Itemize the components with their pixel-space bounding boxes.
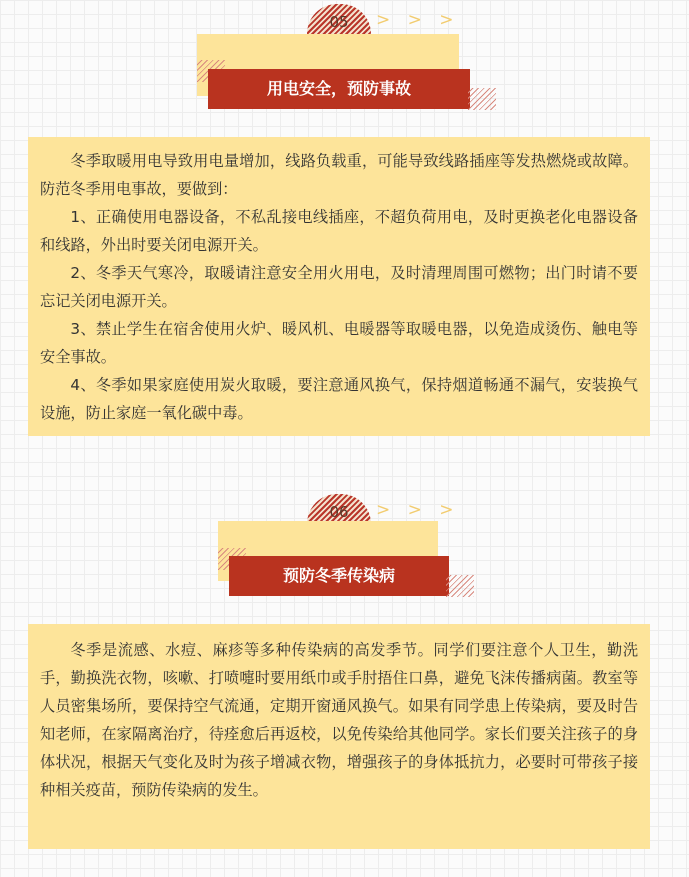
paragraph: 冬季取暖用电导致用电量增加，线路负载重，可能导致线路插座等发热燃烧或故障。防范冬季用电事故，要做到：	[40, 152, 638, 198]
paragraph: 1、正确使用电器设备，不私乱接电线插座，不超负荷用电，及时更换老化电器设备和线路，外出时要关闭电源开关。	[40, 208, 638, 254]
section-number: 05	[329, 13, 349, 31]
section-title: 用电安全，预防事故	[208, 69, 470, 109]
hatch-decoration	[446, 575, 474, 597]
paragraph: 3、禁止学生在宿舍使用火炉、暖风机、电暖器等取暖电器，以免造成烫伤、触电等安全事故。	[40, 320, 638, 366]
paragraph: 冬季是流感、水痘、麻疹等多种传染病的高发季节。同学们要注意个人卫生，勤洗手，勤换洗衣物，咳嗽、打喷嚏时要用纸巾或手肘捂住口鼻，避免飞沫传播病菌。教室等人员密集场所，要保持空气流通，定期开窗通风换气。如果有同学患上传染病，要及时告知老师，在家隔离治疗，待痊愈后再返校，以免传染给其他同学。家长们要关注孩子的身体状况，根据天气变化及时为孩子增减衣物，增强孩子的身体抵抗力，必要时可带孩子接种相关疫苗，预防传染病的发生。	[40, 641, 638, 799]
chevron-right-icon: > > >	[376, 10, 460, 30]
paragraph: 2、冬季天气寒冷，取暖请注意安全用火用电，及时清理周围可燃物；出门时请不要忘记关闭电源开关。	[40, 264, 638, 310]
section-title: 预防冬季传染病	[229, 556, 449, 596]
section-number-badge	[307, 494, 371, 524]
section-number: 06	[329, 503, 349, 521]
chevron-right-icon: > > >	[376, 500, 460, 520]
content-panel	[28, 624, 650, 849]
paragraph: 4、冬季如果家庭使用炭火取暖，要注意通风换气，保持烟道畅通不漏气，安装换气设施，防止家庭一氧化碳中毒。	[40, 376, 638, 422]
